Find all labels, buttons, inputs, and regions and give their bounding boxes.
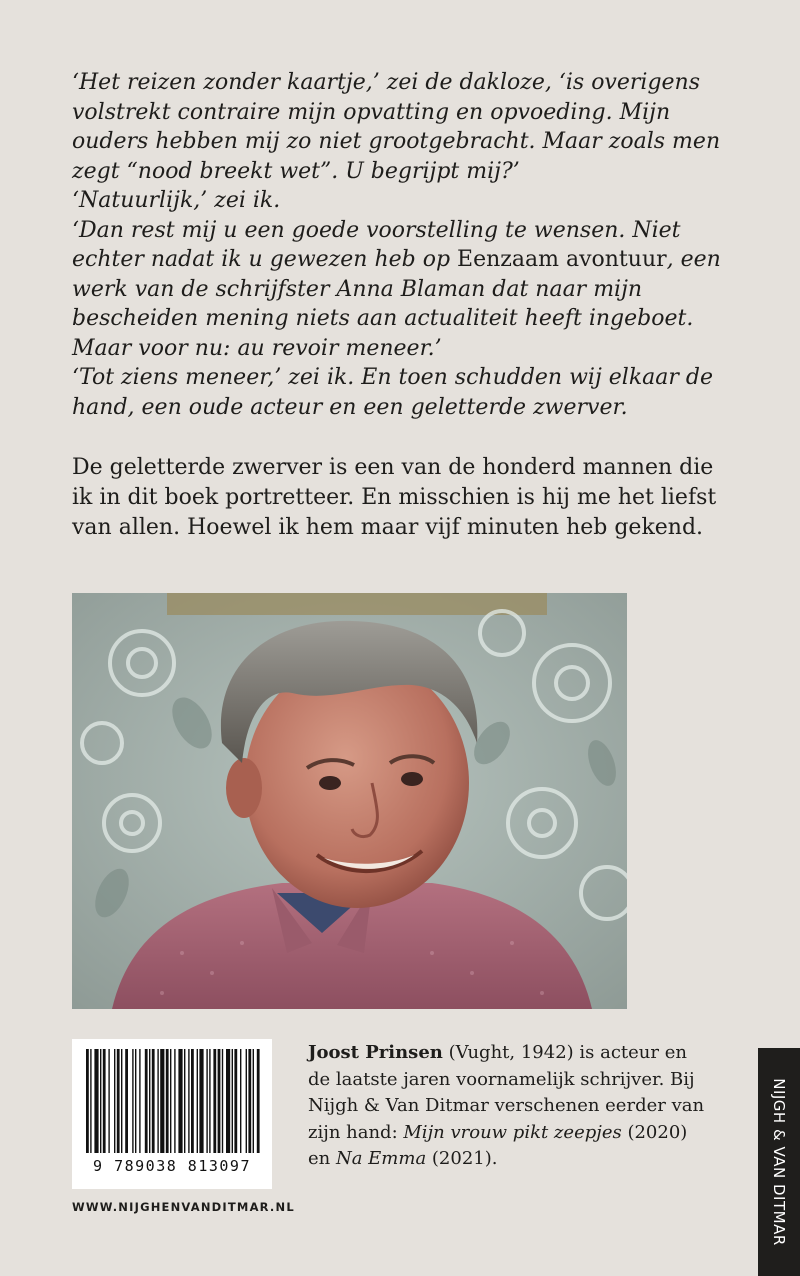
bio-text-1: (Vught, 1942) is acteur en de laatste jaren voornamelijk schrijver. Bij Nijgh & Van Ditmar verschenen eerder van zijn hand: xyxy=(308,1042,705,1143)
barcode-bar xyxy=(100,1049,101,1153)
barcode-bars xyxy=(72,1039,272,1155)
quote-passage xyxy=(72,68,732,422)
author-bio xyxy=(308,1040,713,1173)
barcode-bar xyxy=(206,1049,207,1153)
quote-paragraph-2: ‘Natuurlijk,’ zei ik. xyxy=(72,188,281,213)
barcode-bar xyxy=(232,1049,233,1153)
spine-publisher-name: NIJGH & VAN DITMAR xyxy=(770,1078,788,1246)
barcode-bar xyxy=(139,1049,140,1153)
barcode-bar xyxy=(188,1049,189,1153)
barcode-bar xyxy=(170,1049,171,1153)
barcode-bar xyxy=(191,1049,194,1153)
isbn-barcode xyxy=(72,1039,272,1189)
barcode-bar xyxy=(103,1049,106,1153)
barcode-bar xyxy=(257,1049,260,1153)
barcode-bar xyxy=(218,1049,221,1153)
quote-paragraph-3-end: , een werk van de schrijfster Anna Blaman dat naar mijn bescheiden mening niets aan actualiteit heeft ingeboet. Maar voor nu: au revoir meneer.’ xyxy=(72,247,721,361)
barcode-bar xyxy=(157,1049,158,1153)
barcode-bar xyxy=(145,1049,148,1153)
barcode-bar xyxy=(248,1049,251,1153)
barcode-bar xyxy=(152,1049,155,1153)
barcode-bar xyxy=(234,1049,237,1153)
barcode-bar xyxy=(197,1049,198,1153)
barcode-bar xyxy=(253,1049,254,1153)
barcode-bar xyxy=(184,1049,185,1153)
publisher-website: WWW.NIJGHENVANDITMAR.NL xyxy=(72,1200,295,1214)
barcode-bar xyxy=(132,1049,133,1153)
barcode-bar xyxy=(240,1049,241,1153)
barcode-bar xyxy=(209,1049,210,1153)
barcode-bar xyxy=(199,1049,203,1153)
book-title-eenzaam-avontuur: Eenzaam avontuur xyxy=(457,247,667,272)
barcode-bar xyxy=(125,1049,128,1153)
blurb-text: De geletterde zwerver is een van de honderd mannen die ik in dit boek portretteer. En misschien is hij me het liefst van allen. Hoewel ik hem maar vijf minuten heb gekend. xyxy=(72,455,717,540)
author-photo xyxy=(72,593,627,1009)
barcode-bar xyxy=(174,1049,175,1153)
barcode-bar xyxy=(108,1049,109,1153)
barcode-bar xyxy=(94,1049,98,1153)
barcode-bar xyxy=(114,1049,115,1153)
book-title-na-emma: Na Emma xyxy=(335,1148,427,1169)
barcode-bar xyxy=(86,1049,89,1153)
barcode-bar xyxy=(135,1049,136,1153)
barcode-bar xyxy=(149,1049,150,1153)
barcode-bar xyxy=(222,1049,223,1153)
isbn-number: 9 789038 813097 xyxy=(93,1157,251,1175)
barcode-bar xyxy=(90,1049,91,1153)
barcode-bar xyxy=(226,1049,230,1153)
barcode-bar xyxy=(246,1049,247,1153)
bio-text-2: (2020) en xyxy=(308,1121,688,1169)
book-title-mijn-vrouw-pikt-zeepjes: Mijn vrouw pikt zeepjes xyxy=(403,1121,622,1143)
publisher-spine-label xyxy=(758,1048,800,1276)
bio-text-3: (2021). xyxy=(426,1148,498,1169)
barcode-bar xyxy=(213,1049,216,1153)
author-name: Joost Prinsen xyxy=(308,1042,443,1063)
barcode-bar xyxy=(121,1049,122,1153)
quote-paragraph-3-start: ‘Dan rest mij u een goede voorstelling te wensen. Niet echter nadat ik u gewezen heb op xyxy=(72,217,681,272)
quote-paragraph-3 xyxy=(72,216,732,364)
quote-paragraph-4: ‘Tot ziens meneer,’ zei ik. En toen schudden wij elkaar de hand, een oude acteur en een geletterde zwerver. xyxy=(72,365,713,420)
author-portrait-image xyxy=(72,593,627,1009)
barcode-bar xyxy=(178,1049,182,1153)
barcode-bar xyxy=(166,1049,169,1153)
barcode-bar xyxy=(160,1049,164,1153)
barcode-bar xyxy=(117,1049,120,1153)
quote-paragraph-1: ‘Het reizen zonder kaartje,’ zei de dakloze, ‘is overigens volstrekt contraire mijn opvatting en opvoeding. Mijn ouders hebben mij zo niet grootgebracht. Maar zoals men zegt “nood breekt wet”. U begrijpt mij?’ xyxy=(72,70,721,184)
